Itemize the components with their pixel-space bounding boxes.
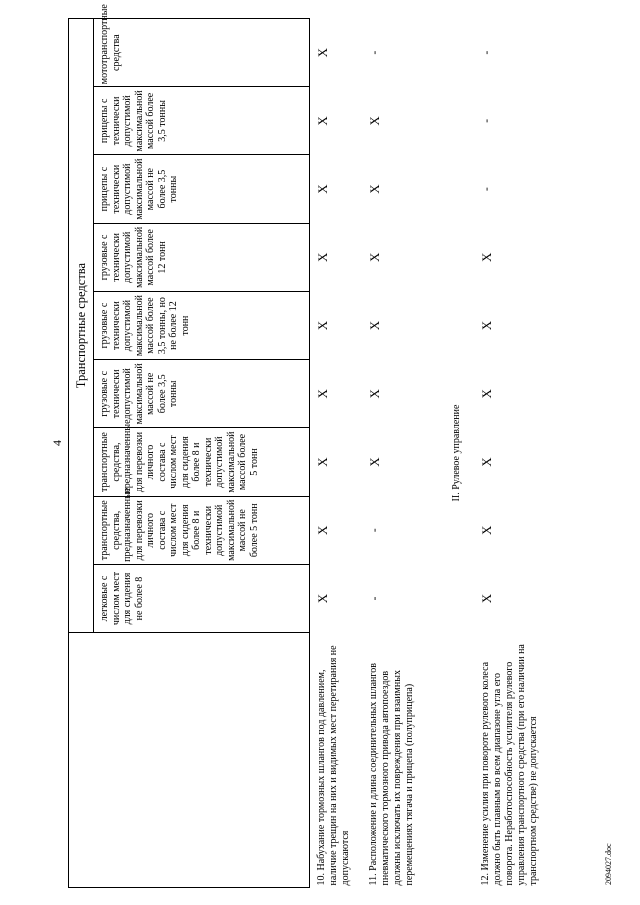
table-header-row [69, 19, 94, 888]
requirements-table-sheet [68, 4, 588, 888]
column-header-c6: грузовые с технически допустимой максимальной массой более 12 тонн [94, 223, 310, 291]
applicability-mark-c4: X [315, 389, 330, 399]
applicability-mark-c2: - [367, 528, 381, 533]
applicability-mark-c5: X [367, 320, 382, 331]
vehicle-types-header: Транспортные средства [69, 19, 94, 633]
applicability-mark-c8: - [479, 118, 493, 123]
column-header-c2: транспортные средства, предназначенные для перевозки личного состава с числом мест для сидения более 8 и технически допустимой максимальной массой не более 5 тонн [94, 496, 310, 564]
applicability-mark-c8: X [367, 116, 382, 126]
requirement-row [362, 19, 440, 888]
column-header-c8: прицепы с технически допустимой максимальной массой более 3,5 тонны [94, 87, 310, 155]
applicability-mark-c7: X [367, 184, 382, 194]
applicability-mark-c4: X [367, 389, 382, 399]
applicability-mark-c4: X [479, 389, 494, 399]
requirements-table [68, 4, 570, 888]
section-row [440, 19, 474, 888]
requirement-text: 11. Расположение и длина соединительных шлангов пневматического тормозного привода автопоездов должны исключать их повреждения при взаимных перемещениях тягача и прицепа (полуприцепа) [368, 663, 415, 886]
page-number: 4 [50, 440, 64, 446]
applicability-mark-c9: X [315, 47, 330, 58]
applicability-mark-c9: - [479, 50, 493, 55]
applicability-mark-c1: X [479, 593, 494, 604]
applicability-mark-c6: X [367, 252, 382, 263]
column-header-c9: мототранспортные средства [94, 19, 310, 87]
applicability-mark-c2: X [479, 525, 494, 535]
requirement-text: 12. Изменение усилия при повороте рулевого колеса должно быть плавным во всем диапазоне угла его поворота. Неработоспособность усилителя рулевого управления транспортного средства (при его наличии на транспортном средстве) не допускается [480, 644, 539, 886]
applicability-mark-c6: X [479, 252, 494, 263]
applicability-mark-c3: X [367, 457, 382, 467]
column-header-c4: грузовые с технически допустимой максимальной массой не более 3,5 тонны [94, 360, 310, 428]
applicability-mark-c1: - [367, 596, 381, 601]
applicability-mark-c9: - [367, 50, 381, 55]
requirement-header-cell [69, 633, 310, 888]
applicability-mark-c3: X [315, 457, 330, 467]
column-header-c5: грузовые с технически допустимой максимальной массой более 3,5 тонны, но не более 12 тонн [94, 291, 310, 359]
applicability-mark-c3: X [479, 457, 494, 467]
table-body [310, 19, 571, 888]
requirement-row [474, 19, 570, 888]
section-title: II. Рулевое управление [451, 404, 462, 502]
requirement-text: 10. Набухание тормозных шлангов под давлением, наличие трещин на них и видимых мест перетирания не допускаются [316, 645, 351, 886]
requirement-row [310, 19, 363, 888]
document-code: 2094027.doc [604, 843, 613, 885]
applicability-mark-c2: X [315, 525, 330, 535]
applicability-mark-c5: X [315, 320, 330, 331]
column-header-c3: транспортные средства, предназначенные для перевозки личного состава с числом мест для сидения более 8 и технически допустимой максимальной массой более 5 тонн [94, 428, 310, 496]
applicability-mark-c5: X [479, 320, 494, 331]
applicability-mark-c8: X [315, 116, 330, 126]
applicability-mark-c7: - [479, 187, 493, 192]
column-header-c7: прицепы с технически допустимой максимальной массой не более 3,5 тонны [94, 155, 310, 223]
column-header-c1: легковые с числом мест для сидения не более 8 [94, 564, 310, 632]
applicability-mark-c7: X [315, 184, 330, 194]
applicability-mark-c6: X [315, 252, 330, 263]
applicability-mark-c1: X [315, 593, 330, 604]
